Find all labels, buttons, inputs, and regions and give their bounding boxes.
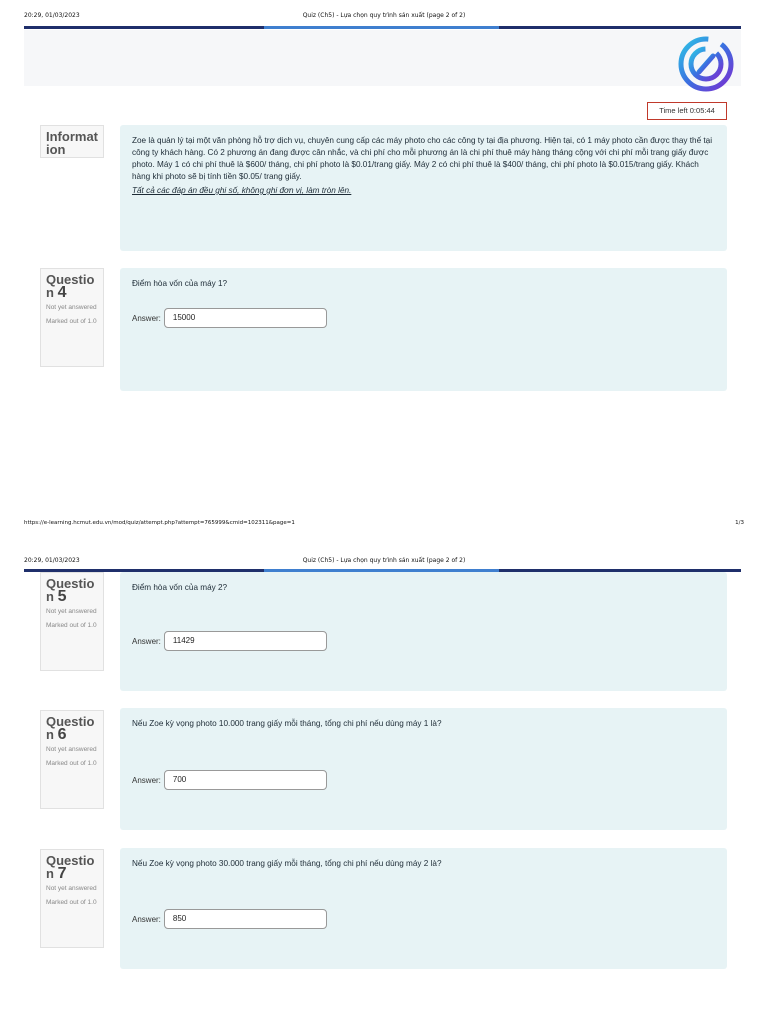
print-url: https://e-learning.hcmut.edu.vn/mod/quiz/attempt.php?attempt=765999&cmid=102311&page=1 bbox=[24, 520, 295, 526]
question-grade: Marked out of 1.0 bbox=[46, 622, 97, 629]
answer-input-6[interactable]: 700 bbox=[164, 770, 327, 790]
question-number: 6 bbox=[57, 726, 67, 743]
print-title: Quiz (Ch5) - Lựa chọn quy trình sản xuất (page 2 of 2) bbox=[302, 12, 466, 19]
question-text: Điểm hòa vốn của máy 1? bbox=[132, 279, 228, 288]
question-state: Not yet answered bbox=[46, 746, 97, 753]
info-note: Tất cả các đáp án đều ghi số, không ghi đơn vị, làm tròn lên. bbox=[132, 186, 352, 195]
question-info-4 bbox=[40, 268, 104, 367]
question-panel-6 bbox=[120, 708, 727, 830]
info-label: Information bbox=[46, 129, 98, 157]
question-label: Questio n 6 bbox=[46, 714, 95, 743]
answer-input-4[interactable]: 15000 bbox=[164, 308, 327, 328]
question-info-7 bbox=[40, 849, 104, 948]
print-datetime: 20:29, 01/03/2023 bbox=[24, 12, 80, 19]
info-body: Zoe là quản lý tại một văn phòng hỗ trợ dịch vụ, chuyên cung cấp các máy photo cho các công ty tại địa phương. Hiện tại, có 1 máy photo cần được thay thế tại công ty khách hàng. Có 2 phương án đang được cân nhắc, và chi phí cho mỗi phương án là chi phí thuê máy hàng tháng cộng với chi phí mỗi trang giấy được photo. Máy 1 có chi phí thuê là $600/ tháng, chi phí photo là $0.01/trang giấy. Máy 2 có chi phí thuê là $400/ tháng, chi phí photo là $0.015/trang giấy. Khách hàng khi photo sẽ bị tính tiền $0.05/ trang giấy. bbox=[132, 136, 713, 181]
question-info-6 bbox=[40, 710, 104, 809]
question-grade: Marked out of 1.0 bbox=[46, 899, 97, 906]
question-grade: Marked out of 1.0 bbox=[46, 318, 97, 325]
quiz-timer: Time left 0:05:44 bbox=[647, 102, 727, 120]
answer-label: Answer: bbox=[132, 636, 161, 646]
info-panel bbox=[120, 125, 727, 251]
question-panel-7 bbox=[120, 848, 727, 969]
question-label: Questio n 7 bbox=[46, 853, 95, 882]
answer-input-5[interactable]: 11429 bbox=[164, 631, 327, 651]
question-number: 7 bbox=[57, 865, 67, 882]
print-title: Quiz (Ch5) - Lựa chọn quy trình sản xuất (page 2 of 2) bbox=[302, 557, 466, 564]
answer-row bbox=[132, 909, 327, 929]
question-label: Questio n 5 bbox=[46, 576, 95, 605]
top-accent-bar bbox=[24, 26, 741, 29]
question-panel-4 bbox=[120, 268, 727, 391]
answer-label: Answer: bbox=[132, 313, 161, 323]
question-panel-5 bbox=[120, 572, 727, 691]
print-page-number: 1/3 bbox=[735, 520, 744, 526]
answer-label: Answer: bbox=[132, 775, 161, 785]
question-number: 5 bbox=[57, 588, 67, 605]
question-state: Not yet answered bbox=[46, 885, 97, 892]
answer-label: Answer: bbox=[132, 914, 161, 924]
print-footer bbox=[0, 520, 768, 530]
question-state: Not yet answered bbox=[46, 304, 97, 311]
question-state: Not yet answered bbox=[46, 608, 97, 615]
question-grade: Marked out of 1.0 bbox=[46, 760, 97, 767]
answer-row bbox=[132, 770, 327, 790]
info-text bbox=[132, 135, 715, 197]
answer-input-7[interactable]: 850 bbox=[164, 909, 327, 929]
question-label: Questio n 4 bbox=[46, 272, 95, 301]
question-info-5 bbox=[40, 572, 104, 671]
question-text: Nếu Zoe kỳ vọng photo 10.000 trang giấy mỗi tháng, tổng chi phí nếu dùng máy 1 là? bbox=[132, 719, 442, 728]
print-header bbox=[0, 10, 768, 22]
page-header bbox=[24, 30, 741, 86]
question-text: Điểm hòa vốn của máy 2? bbox=[132, 583, 228, 592]
answer-row bbox=[132, 308, 327, 328]
print-header-2 bbox=[0, 555, 768, 567]
info-label-box bbox=[40, 125, 104, 158]
question-text: Nếu Zoe kỳ vọng photo 30.000 trang giấy mỗi tháng, tổng chi phí nếu dùng máy 2 là? bbox=[132, 859, 442, 868]
question-number: 4 bbox=[57, 284, 67, 301]
bk-elearning-logo-icon[interactable] bbox=[676, 34, 736, 94]
answer-row bbox=[132, 631, 327, 651]
print-datetime: 20:29, 01/03/2023 bbox=[24, 557, 80, 564]
